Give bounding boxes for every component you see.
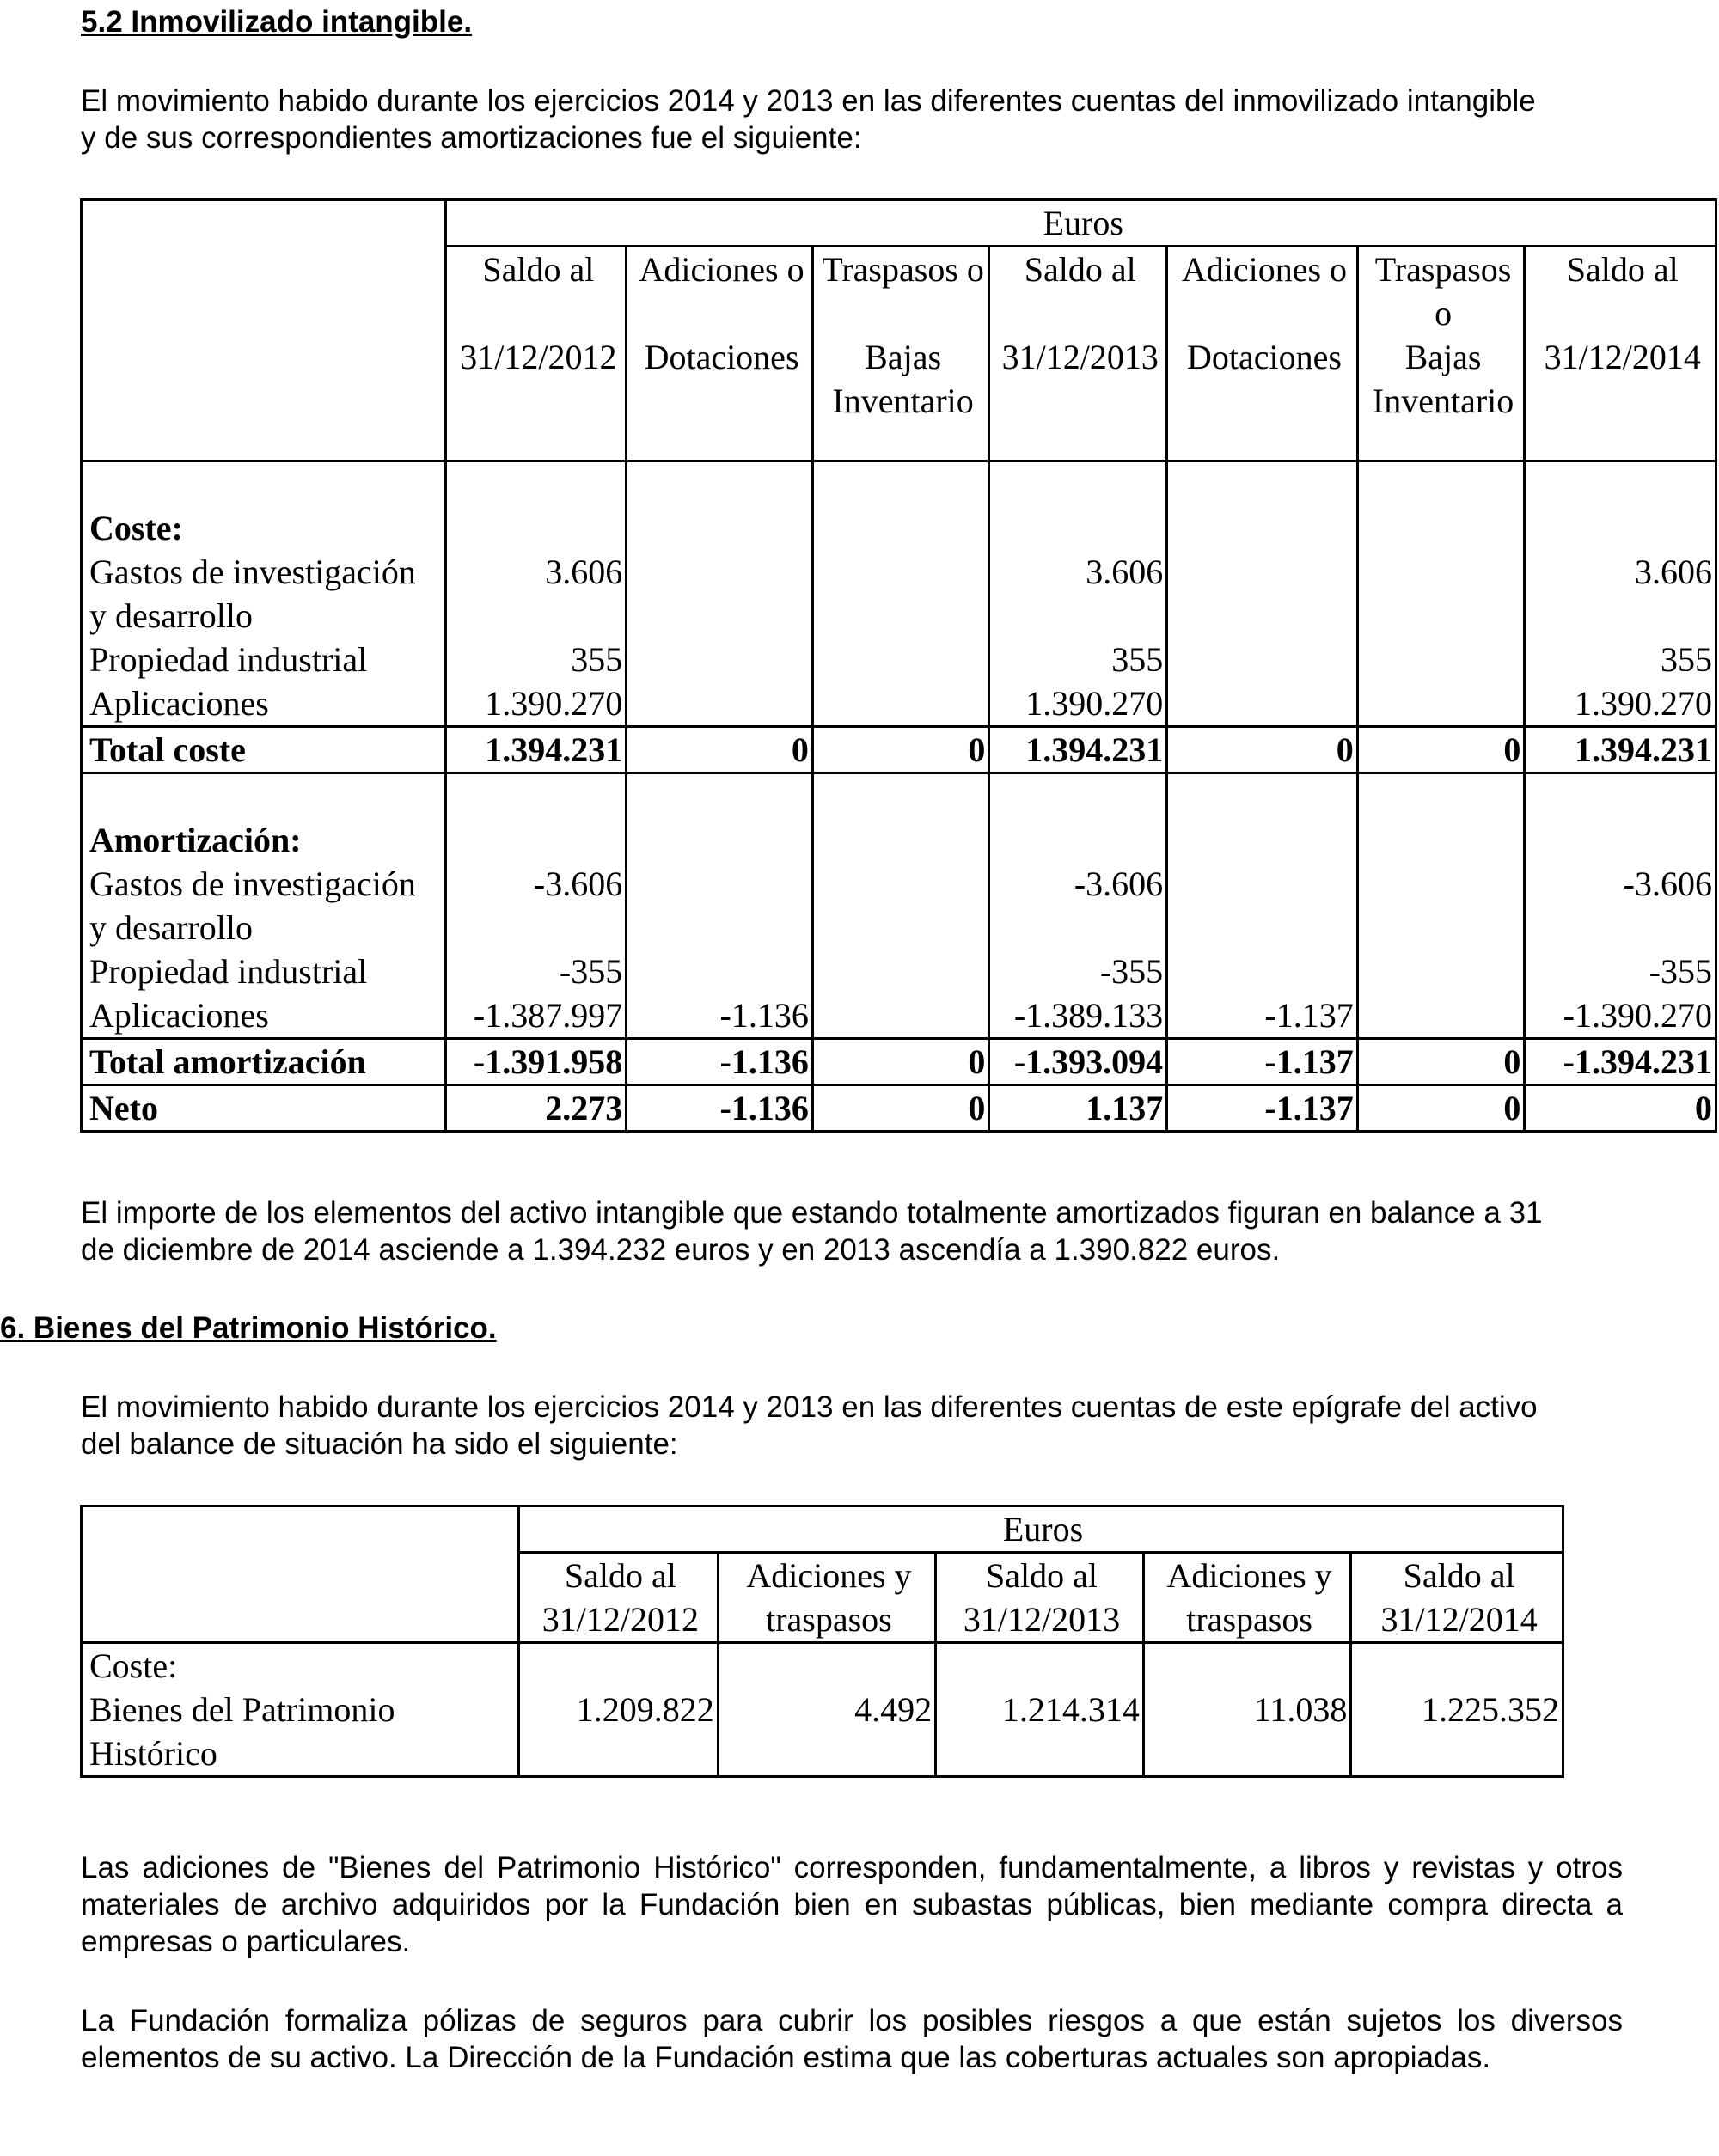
amort-values-col-1: -3.606 -355 -1.387.997 [446, 773, 627, 1039]
amortizacion-title: Amortización: [89, 821, 302, 859]
col-header-saldo-2013: Saldo al 31/12/2013 [989, 247, 1167, 461]
col-header-traspasos-2013: Traspasos o Bajas Inventario [812, 247, 989, 461]
patrimonio-value-3: 1.214.314 [936, 1643, 1144, 1777]
amort-values-col-6 [1357, 773, 1525, 1039]
amort-values-col-2: -1.136 [627, 773, 813, 1039]
col-header-saldo-2014: Saldo al 31/12/2014 [1351, 1553, 1563, 1643]
coste-values-col-3 [812, 461, 989, 727]
amort-values-col-3 [812, 773, 989, 1039]
coste-values-col-1: 3.606 355 1.390.270 [446, 461, 627, 727]
coste-values-col-7: 3.606 355 1.390.270 [1525, 461, 1716, 727]
currency-header: Euros [518, 1506, 1563, 1553]
coste-values-col-4: 3.606 355 1.390.270 [989, 461, 1167, 727]
intro-paragraph-inmovilizado: El movimiento habido durante los ejercicios 2014 y 2013 en las diferentes cuentas del inmovilizado intangible y de sus correspondientes amortizaciones fue el siguiente: [81, 84, 1536, 155]
table-corner-cell [82, 1506, 519, 1643]
col-header-saldo-2012: Saldo al 31/12/2012 [518, 1553, 718, 1643]
coste-block-labels: Coste: Gastos de investigación y desarrollo Propiedad industrial Aplicaciones [82, 461, 446, 727]
coste-values-col-5 [1167, 461, 1358, 727]
amort-values-col-4: -3.606 -355 -1.389.133 [989, 773, 1167, 1039]
patrimonio-row-label: Coste: Bienes del Patrimonio Histórico [82, 1643, 519, 1777]
total-amortizacion-row: Total amortización -1.391.958 -1.136 0 -1.393.094 -1.137 0 -1.394.231 [82, 1039, 1716, 1085]
col-header-adiciones-2013: Adiciones o Dotaciones [627, 247, 813, 461]
additions-paragraph: Las adiciones de "Bienes del Patrimonio Histórico" corresponden, fundamentalmente, a libros y revistas y otros materiales de archivo adquiridos por la Fundación bien en subastas públicas, bien mediante compra directa a empresas o particulares. [81, 1851, 1623, 1958]
patrimonio-value-5: 1.225.352 [1351, 1643, 1563, 1777]
col-header-saldo-2012: Saldo al 31/12/2012 [446, 247, 627, 461]
col-header-adiciones-2014: Adiciones y traspasos [1143, 1553, 1351, 1643]
currency-header: Euros [446, 200, 1716, 247]
amortized-assets-note: El importe de los elementos del activo intangible que estando totalmente amortizados figuran en balance a 31 de diciembre de 2014 asciende a 1.394.232 euros y en 2013 ascendía a 1.390.822 euros. [81, 1196, 1543, 1267]
col-header-traspasos-2014: Traspasos o Bajas Inventario [1357, 247, 1525, 461]
insurance-paragraph: La Fundación formaliza pólizas de seguros para cubrir los posibles riesgos a que están sujetos los diversos elementos de su activo. La Dirección de la Fundación estima que las coberturas actuales son apropiadas. [81, 2004, 1623, 2074]
amortizacion-block-labels: Amortización: Gastos de investigación y desarrollo Propiedad industrial Aplicaciones [82, 773, 446, 1039]
col-header-saldo-2014: Saldo al 31/12/2014 [1525, 247, 1716, 461]
patrimonio-value-4: 11.038 [1143, 1643, 1351, 1777]
col-header-saldo-2013: Saldo al 31/12/2013 [936, 1553, 1144, 1643]
coste-values-col-2 [627, 461, 813, 727]
coste-values-col-6 [1357, 461, 1525, 727]
amort-values-col-5: -1.137 [1167, 773, 1358, 1039]
total-coste-row: Total coste 1.394.231 0 0 1.394.231 0 0 1.394.231 [82, 727, 1716, 773]
patrimonio-historico-table [80, 1505, 1564, 1778]
col-header-adiciones-2014: Adiciones o Dotaciones [1167, 247, 1358, 461]
patrimonio-value-2: 4.492 [718, 1643, 935, 1777]
intro-paragraph-patrimonio: El movimiento habido durante los ejercicios 2014 y 2013 en las diferentes cuentas de este epígrafe del activo del balance de situación ha sido el siguiente: [81, 1390, 1538, 1461]
neto-row: Neto 2.273 -1.136 0 1.137 -1.137 0 0 [82, 1085, 1716, 1132]
section-heading-patrimonio: 6. Bienes del Patrimonio Histórico. [0, 1311, 497, 1345]
col-header-adiciones-2013: Adiciones y traspasos [718, 1553, 935, 1643]
coste-title: Coste: [89, 509, 183, 547]
table-corner-cell [82, 200, 446, 461]
section-heading-inmovilizado: 5.2 Inmovilizado intangible. [81, 5, 473, 39]
amort-values-col-7: -3.606 -355 -1.390.270 [1525, 773, 1716, 1039]
patrimonio-value-1: 1.209.822 [518, 1643, 718, 1777]
inmovilizado-intangible-table [80, 198, 1717, 1133]
